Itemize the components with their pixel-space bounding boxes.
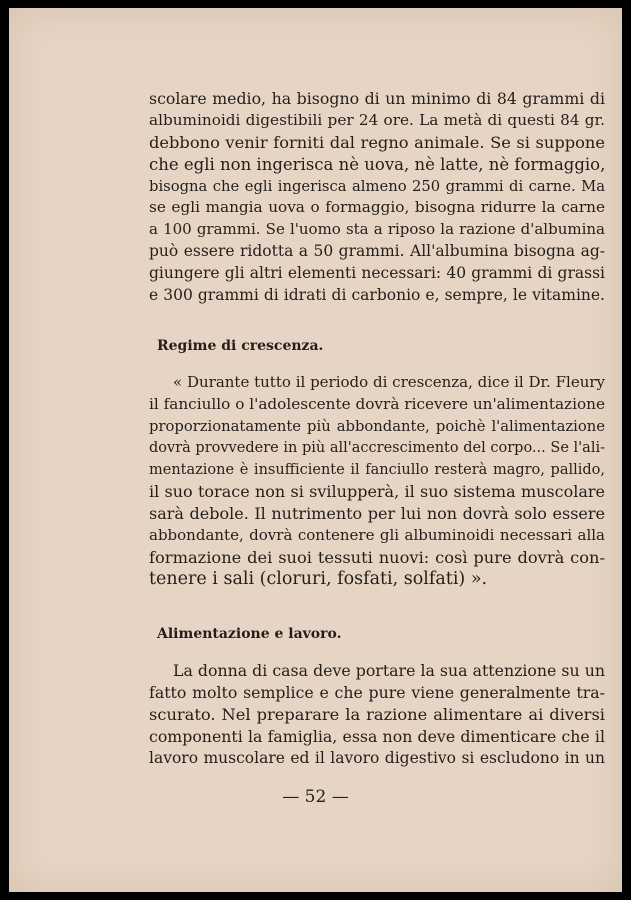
text-line: debbono venir forniti dal regno animale. Se si suppone bbox=[149, 132, 605, 152]
text-line: tenere i sali (cloruri, fosfati, solfati) ». bbox=[149, 569, 488, 590]
section-heading-regime: Regime di crescenza. bbox=[157, 338, 324, 354]
text-line: formazione dei suoi tessuti nuovi: così pure dovrà con- bbox=[149, 548, 605, 568]
text-line: proporzionatamente più abbondante, poichè l'alimentazione bbox=[149, 417, 605, 435]
text-line: abbondante, dovrà contenere gli albuminoidi necessari alla bbox=[149, 526, 605, 545]
text-line: fatto molto semplice e che pure viene generalmente tra- bbox=[149, 682, 605, 702]
text-line: scolare medio, ha bisogno di un minimo di 84 grammi di bbox=[149, 89, 605, 108]
book-page bbox=[9, 8, 622, 892]
text-line: dovrà provvedere in più all'accrescimento del corpo... Se l'ali- bbox=[149, 439, 605, 456]
text-line: che egli non ingerisca nè uova, nè latte, nè formaggio, bbox=[149, 154, 606, 174]
text-line: « Durante tutto il periodo di crescenza, dice il Dr. Fleury bbox=[173, 373, 605, 391]
text-line: lavoro muscolare ed il lavoro digestivo si escludono in un bbox=[149, 748, 605, 767]
text-line: giungere gli altri elementi necessari: 40 grammi di grassi bbox=[149, 264, 605, 283]
text-line: il suo torace non si svilupperà, il suo sistema muscolare bbox=[149, 482, 605, 502]
text-line: può essere ridotta a 50 grammi. All'albumina bisogna ag- bbox=[149, 242, 605, 261]
text-line: bisogna che egli ingerisca almeno 250 grammi di carne. Ma bbox=[149, 177, 605, 195]
text-line: il fanciullo o l'adolescente dovrà ricevere un'alimentazione bbox=[149, 394, 605, 413]
text-line: se egli mangia uova o formaggio, bisogna ridurre la carne bbox=[149, 198, 605, 217]
section-heading-alimentazione: Alimentazione e lavoro. bbox=[157, 626, 342, 642]
text-line: albuminoidi digestibili per 24 ore. La metà di questi 84 gr. bbox=[149, 110, 605, 129]
paragraph-3 bbox=[149, 660, 605, 769]
text-line: scurato. Nel preparare la razione alimentare ai diversi bbox=[149, 704, 605, 724]
text-line: componenti la famiglia, essa non deve dimenticare che il bbox=[149, 726, 605, 746]
page-number: — 52 — bbox=[282, 787, 349, 807]
text-line: sarà debole. Il nutrimento per lui non dovrà solo essere bbox=[149, 504, 605, 524]
text-line: e 300 grammi di idrati di carbonio e, sempre, le vitamine. bbox=[149, 286, 605, 305]
paragraph-2 bbox=[149, 372, 605, 591]
text-line: La donna di casa deve portare la sua attenzione su un bbox=[173, 661, 605, 680]
text-line: a 100 grammi. Se l'uomo sta a riposo la razione d'albumina bbox=[149, 220, 605, 239]
text-line: mentazione è insufficiente il fanciullo resterà magro, pallido, bbox=[149, 461, 605, 478]
paragraph-1 bbox=[149, 88, 605, 307]
